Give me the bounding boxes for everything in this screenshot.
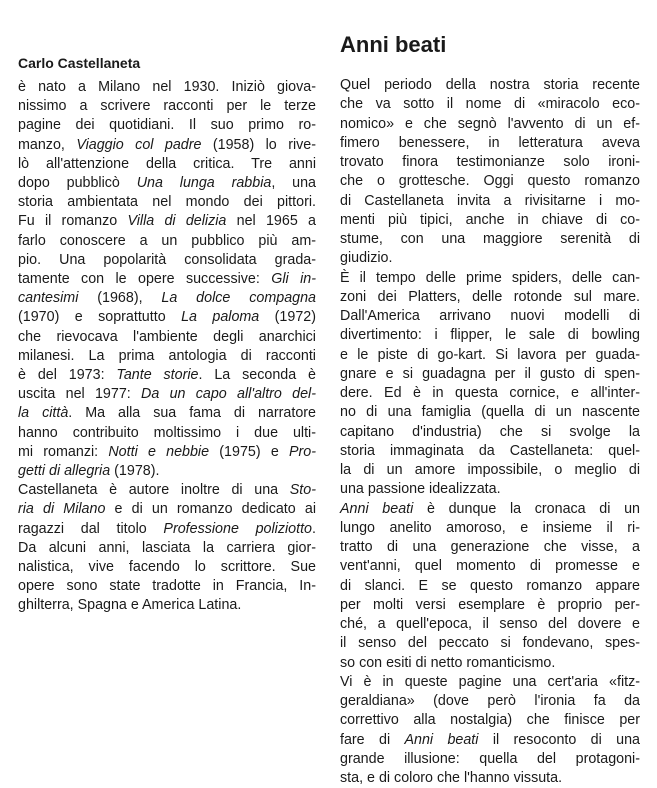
body-text: è del 1973: <box>18 367 117 383</box>
italic-title-text: Anni beati <box>340 500 414 517</box>
text-line <box>18 251 316 270</box>
italic-title-text: Professione poliziotto <box>163 520 313 537</box>
body-text: . Ma alla sua fama di narratore <box>68 405 316 422</box>
body-text: e le piste di go-kart. Si lavora per guada- <box>340 346 640 363</box>
text-line <box>340 673 640 692</box>
text-line <box>18 462 316 481</box>
italic-title-text: ria di Milano <box>18 501 106 518</box>
text-line <box>340 461 640 480</box>
text-line <box>340 519 640 538</box>
text-line <box>340 692 640 711</box>
body-text: che va sotto il nome di «miracolo eco- <box>340 96 640 113</box>
text-line <box>340 403 640 422</box>
text-line <box>18 212 316 231</box>
text-line <box>18 155 316 174</box>
body-text: . La seconda è <box>198 367 316 383</box>
text-line <box>18 289 316 308</box>
body-text: storia immaginata da Castellaneta: quel- <box>340 442 640 459</box>
body-text: , una <box>271 175 316 191</box>
text-line <box>340 153 640 172</box>
italic-title-text: Villa di delizia <box>127 213 227 230</box>
text-line <box>340 596 640 615</box>
body-text: giudizio. <box>340 250 393 267</box>
text-line <box>18 328 316 347</box>
body-text: fimero benessere, in letteratura aveva <box>340 134 640 151</box>
body-text: fare di <box>340 731 405 748</box>
text-line <box>18 500 316 519</box>
italic-title-text: La dolce compagna <box>161 290 316 307</box>
text-line <box>18 347 316 366</box>
text-line <box>340 230 640 249</box>
body-text: no di una famiglia (quella di un nascente <box>340 404 640 421</box>
text-line <box>18 424 316 443</box>
body-text: Fu il romanzo <box>18 213 128 230</box>
body-text: dopo pubblicò <box>18 175 137 191</box>
body-text: milanesi. La prima antologia di racconti <box>18 347 316 364</box>
body-text: pio. Una popolarità consolidata grada- <box>18 251 316 268</box>
body-text: gnare e si guadagna per il gusto di spen- <box>340 365 640 382</box>
body-text: ghilterra, Spagna e America Latina. <box>18 597 242 614</box>
text-line <box>340 172 640 191</box>
text-line <box>340 384 640 403</box>
italic-title-text: Notti e nebbie <box>108 443 210 460</box>
body-text: menti più tipici, anche in chiave di co- <box>340 211 640 228</box>
body-text: Vi è in queste pagine una cert'aria «fitz- <box>340 673 640 690</box>
text-line <box>340 731 640 750</box>
text-line <box>340 442 640 461</box>
body-text: è dunque la cronaca di un <box>413 500 641 517</box>
text-line <box>340 750 640 769</box>
body-text: Castellaneta è autore inoltre di una <box>18 482 290 499</box>
italic-title-text: Tante storie <box>116 367 199 383</box>
body-text: (1968), <box>78 290 162 307</box>
body-text: nomico» e che segnò l'avvento di un ef- <box>340 115 640 132</box>
text-line <box>18 193 316 212</box>
text-line <box>340 557 640 576</box>
text-line <box>18 404 316 423</box>
text-line <box>18 443 316 462</box>
text-line <box>18 558 316 577</box>
body-text: correttivo alla nostalgia) che finisce per <box>340 712 640 729</box>
body-text: opere sono state tradotte in Francia, In- <box>18 578 316 595</box>
text-line <box>340 211 640 230</box>
body-text: di Castellaneta invita a rivisitarne i mo- <box>340 192 640 209</box>
text-line <box>340 365 640 384</box>
body-text: stume, con una maggiore serenità di <box>340 231 640 247</box>
text-line <box>340 538 640 557</box>
text-line <box>18 481 316 500</box>
italic-title-text: Viaggio col padre <box>76 136 202 153</box>
body-text: che rievocava l'ambiente degli anarchici <box>18 328 316 345</box>
text-line <box>340 326 640 345</box>
body-text: il senso del peccato si fondevano, spes- <box>340 635 640 652</box>
text-line <box>340 500 640 519</box>
text-line <box>18 366 316 385</box>
body-text: la di un amore impossibile, o meglio di <box>340 462 640 478</box>
body-text: sta, e di coloro che l'hanno vissuta. <box>340 770 563 786</box>
body-text: ché, a quell'epoca, il senso del dovere e <box>340 616 640 632</box>
text-line <box>340 577 640 596</box>
body-text: divertimento: i flipper, le sale di bowling <box>340 327 640 344</box>
body-text: È il tempo delle prime spiders, delle can- <box>340 269 640 286</box>
article-title: Anni beati <box>340 32 447 57</box>
body-text: . <box>312 520 316 537</box>
body-text: tamente con le opere successive: <box>18 271 272 287</box>
body-text: pagine dei quotidiani. Il suo primo ro- <box>18 117 316 134</box>
body-text: una passione idealizzata. <box>340 481 501 498</box>
body-text: (1975) e <box>209 443 289 460</box>
text-line <box>18 174 316 193</box>
body-text: dere. Ed è in questa cornice, e all'inter- <box>340 385 640 401</box>
body-text: zoni dei Platters, delle rotonde sul mare. <box>340 288 640 305</box>
body-text: tratto di una generazione che visse, a <box>340 539 640 555</box>
italic-title-text: La paloma <box>181 309 260 326</box>
body-text: uscita nel 1977: <box>18 386 142 403</box>
text-line <box>340 769 640 788</box>
italic-title-text: cantesimi <box>18 290 79 307</box>
body-text: (1972) <box>259 309 316 326</box>
body-text: so con esiti di netto romanticismo. <box>340 654 556 671</box>
text-line <box>340 288 640 307</box>
body-text: grande illusione: quella del protagoni- <box>340 750 640 767</box>
italic-title-text: Gli in- <box>271 271 316 287</box>
body-text: manzo, <box>18 136 77 153</box>
text-line <box>18 270 316 289</box>
text-line <box>340 95 640 114</box>
text-line <box>340 192 640 211</box>
text-line <box>18 232 316 251</box>
italic-title-text: Sto- <box>289 482 316 499</box>
body-text: nel 1965 a <box>226 213 316 230</box>
text-line <box>340 423 640 442</box>
body-text: e di un romanzo dedicato ai <box>105 501 316 518</box>
text-line <box>18 577 316 596</box>
text-line <box>18 97 316 116</box>
body-text: lò all'attenzione della critica. Tre anni <box>18 155 316 172</box>
text-line <box>340 269 640 288</box>
text-line <box>340 654 640 673</box>
text-line <box>18 308 316 327</box>
body-text: ragazzi dal titolo <box>18 520 164 537</box>
body-text: di slanci. E se questo romanzo appare <box>340 577 640 594</box>
text-line <box>340 249 640 268</box>
body-text: mi romanzi: <box>18 443 109 460</box>
body-text: è nato a Milano nel 1930. Iniziò giova- <box>18 79 316 95</box>
body-text: il resoconto di una <box>478 731 641 748</box>
body-text: per molti versi esemplare è proprio per- <box>340 596 640 613</box>
text-line <box>340 615 640 634</box>
italic-title-text: getti di allegria <box>18 463 111 479</box>
body-text: (1970) e soprattutto <box>18 309 182 326</box>
italic-title-text: Da un capo all'altro del- <box>141 386 316 403</box>
body-text: Quel periodo della nostra storia recente <box>340 77 640 93</box>
body-text: (1958) lo rive- <box>201 136 316 153</box>
body-text: vent'anni, quel momento di promesse e <box>340 558 640 575</box>
body-text: geraldiana» (dove però l'ironia fa da <box>340 693 640 709</box>
text-line <box>18 136 316 155</box>
body-text: Dall'America arrivano nuovi modelli di <box>340 308 640 324</box>
italic-title-text: la città <box>18 405 69 422</box>
body-text: lungo anelito amoroso, e insieme il ri- <box>340 519 640 536</box>
text-line <box>18 78 316 97</box>
text-line <box>18 539 316 558</box>
text-line <box>18 596 316 615</box>
body-text: Da alcuni anni, lasciata la carriera gior- <box>18 539 316 556</box>
text-line <box>340 346 640 365</box>
text-line <box>18 116 316 135</box>
body-text: nissimo a scrivere racconti per le terze <box>18 98 316 115</box>
text-line <box>340 115 640 134</box>
italic-title-text: Anni beati <box>404 731 479 748</box>
author-name-heading: Carlo Castellaneta <box>18 55 141 71</box>
text-line <box>18 385 316 404</box>
body-text: capitano d'industria) che si svolge la <box>340 423 640 440</box>
text-line <box>340 634 640 653</box>
body-text: farlo conoscere a un pubblico più am- <box>18 232 316 249</box>
italic-title-text: Una lunga rabbia <box>136 175 272 191</box>
text-line <box>340 134 640 153</box>
text-line <box>340 480 640 499</box>
body-text: hanno contribuito moltissimo i due ulti- <box>18 424 316 441</box>
text-line <box>340 711 640 730</box>
body-text: (1978). <box>110 463 160 479</box>
body-text: che o grottesche. Oggi questo romanzo <box>340 173 640 190</box>
italic-title-text: Pro- <box>288 443 316 460</box>
text-line <box>340 76 640 95</box>
text-line <box>18 520 316 539</box>
text-line <box>340 307 640 326</box>
body-text: trovato finora testimonianze solo ironi- <box>340 154 640 170</box>
body-text: nalistica, vive facendo lo scrittore. Sue <box>18 559 316 575</box>
body-text: storia ambientata nel mondo dei pittori. <box>18 194 316 211</box>
